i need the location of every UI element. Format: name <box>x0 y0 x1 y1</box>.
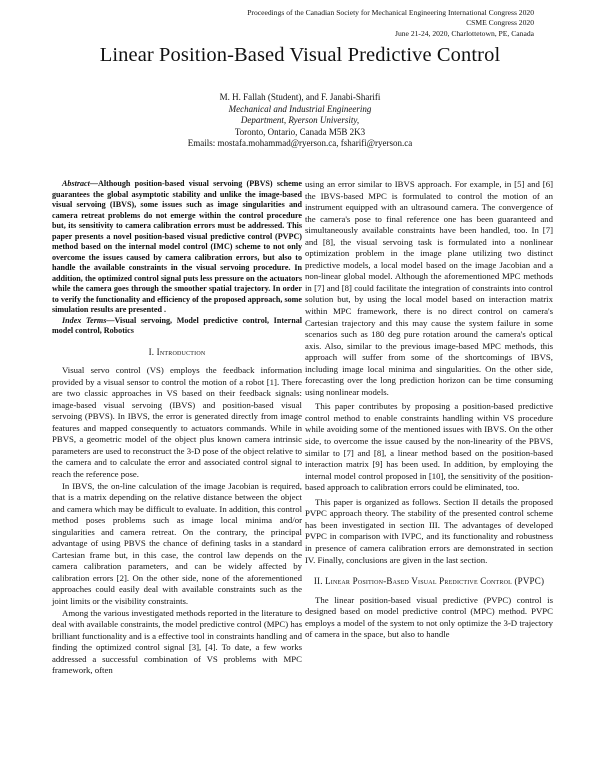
conference-header <box>247 8 534 39</box>
affiliation-2: Department, Ryerson University, <box>240 115 360 126</box>
author-names: M. H. Fallah (Student), and F. Janabi-Sharifi <box>219 92 381 102</box>
abstract-lead: Abstract <box>62 179 90 188</box>
affiliation-1: Mechanical and Industrial Engineering <box>228 103 372 114</box>
paper-title: Linear Position-Based Visual Predictive Control <box>99 44 501 66</box>
paragraph: The linear position-based visual predictive (PVPC) control is designed based on model predictive control (MPC) method. PVPC employs a model of the system to not only optimize the 3-D trajectory of camera in the space, but also to handle <box>305 594 553 640</box>
right-column <box>305 179 553 641</box>
paragraph: using an error similar to IBVS approach. For example, in [5] and [6] the IBVS-based MPC is formulated to control the motion of an instrument equipped with an ultrasound camera. The convergence of the camera's pose to final reference one has been guaranteed and simultaneously available constraints have been handled, too. In [7] and [8], the visual servoing task is formulated into a nonlinear optimization problem in the image plane utilizing two distinct predictive models, a local model based on the image Jacobian and a non-linear global model. Although the aforementioned MPC methods in [7] and [8] could facilitate the integration of constraints into control solution but, by using the local model based on interaction matrix within MPC framework, there is no direct control on camera's Cartesian trajectory and this may cause the system failure in some scenarios such as 180 deg pure rotation around the camera's optical axis. Also, similar to the previous image-based MPC methods, this approach will suffer from some of the shortcomings of IBVS, including image local minima and singularities. On the other side, forecasting over the long prediction horizon can be time consuming using nonlinear models. <box>305 179 553 397</box>
section-heading-intro: I. Introduction <box>148 346 206 357</box>
emails: Emails: mostafa.mohammad@ryerson.ca, fsharifi@ryerson.ca <box>187 138 413 149</box>
abstract <box>52 179 302 316</box>
paragraph: This paper is organized as follows. Section II details the proposed PVPC approach theory. The stability of the presented control scheme has been investigated in section III. The advantages of developed PVPC in comparison with IVPC, and its functionality and robustness in presence of camera calibration errors are demonstrated in section IV. Finally, conclusions are given in the last section. <box>305 496 553 565</box>
header-line-1: Proceedings of the Canadian Society for Mechanical Engineering International Congress 2020 <box>247 8 534 17</box>
header-line-2: CSME Congress 2020 <box>466 18 534 28</box>
author-block <box>0 92 600 150</box>
header-line-3: June 21-24, 2020, Charlottetown, PE, Canada <box>395 28 534 38</box>
section-heading-pvpc: II. Linear Position-Based Visual Predictive Control (PVPC) <box>313 576 545 587</box>
paragraph: In IBVS, the on-line calculation of the image Jacobian is required, that is a matrix depending on the relative distance between the object and camera which may be difficult to evaluate. In addition, this control method poses problems such as image local minima and/or singularities and camera retreat. On the contrary, the principal advantage of using PBVS the chance of defining tasks in a standard Cartesian frame but, in this case, the control law depends on the camera calibration parameters, and can be widely affected by calibration errors [2]. On the other side, none of the aforementioned approaches could easily deal with available constraints such as the joint limits or the visibility constraints. <box>52 480 302 606</box>
left-column <box>52 179 302 677</box>
paragraph: Visual servo control (VS) employs the feedback information provided by a visual sensor to control the motion of a robot [1]. There are two classic approaches in VS based on their feedback signals: image-based visual servoing (IBVS) and position-based visual servoing (PBVS). In IBVS, the error is generated directly from image features and mapped consequently to actuators commands. While in PBVS, a geometric model of the object plus known camera intrinsic parameters are used to reconstruct the 3-D pose of the object relative to the camera and to calculate the error and associated control signal to reach the reference pose. <box>52 365 302 479</box>
abstract-text: —Although position-based visual servoing (PBVS) scheme guarantees the global asymptotic stability and unlike the image-based visual servoing (IBVS), some issues such as image singularities and camera retreat problems do not emerge within the control procedure but, its sensitivity to camera calibration errors must be addressed. This paper presents a novel position-based visual predictive control (PVPC) method based on the internal model control (IMC) scheme to not only overcome the issues caused by camera calibration errors, but also to handle the available constraints in the visual servoing procedure. In addition, the optimized control signal puts less pressure on the actuators while the camera goes through the smoother spatial trajectory. In order to verify the functionality and efficiency of the proposed approach, some simulation results are presented . <box>52 179 302 314</box>
address: Toronto, Ontario, Canada M5B 2K3 <box>234 126 366 137</box>
index-terms-lead: Index Terms <box>62 315 107 325</box>
index-terms <box>52 316 302 337</box>
index-terms-text: —Visual servoing, Model predictive control, Internal model control, Robotics <box>52 315 303 335</box>
paragraph: Among the various investigated methods reported in the literature to deal with available constraints, the model predictive control (MPC) has brilliant functionality and is a effective tool in constraints handling and finding the optimized control signal [3], [4]. To date, a few works addressed a successful combination of VS problems with MPC framework, often <box>52 607 302 676</box>
paragraph: This paper contributes by proposing a position-based predictive control method to enable constraints handling within VS procedure while avoiding some of the mentioned issues with IBVS. On the other side, to overcome the issue caused by the non-linearity of the PBVS, similar to [7] and [8], a linear method based on the position-based interaction matrix [9] has been used. In addition, by employing the internal model control proposed in [10], the sensitivity of the position-based approach to calibration errors could be eliminated, too. <box>305 401 553 493</box>
